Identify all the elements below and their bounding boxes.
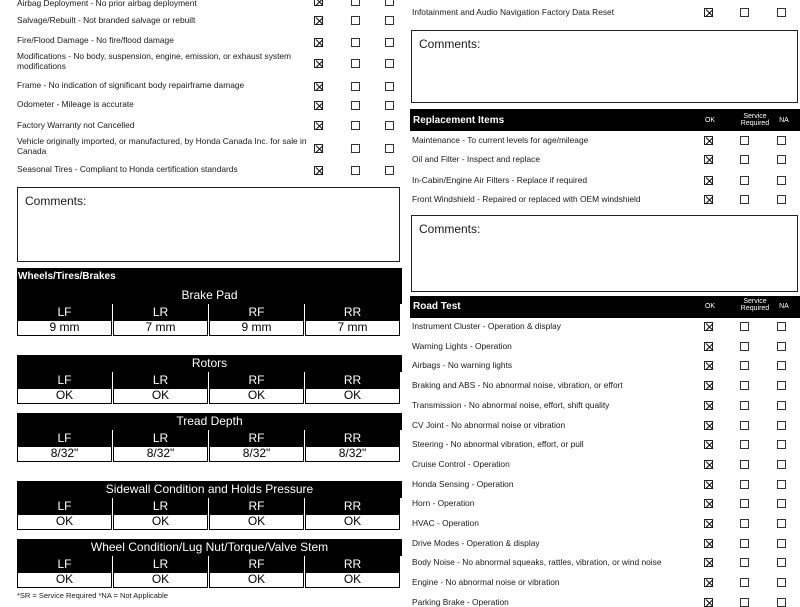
left-comments-box[interactable] bbox=[17, 187, 400, 262]
checklist-row bbox=[412, 498, 474, 508]
col-na-label: NA bbox=[779, 117, 789, 124]
row-label: Warning Lights - Operation bbox=[412, 341, 512, 351]
tire-col-header-lr: LR bbox=[113, 372, 208, 388]
tire-col-header-lr: LR bbox=[113, 556, 208, 572]
ok-checkbox[interactable] bbox=[704, 578, 713, 587]
ok-checkbox[interactable] bbox=[314, 144, 323, 153]
tire-value-rr: 7 mm bbox=[305, 320, 400, 336]
ok-checkbox[interactable] bbox=[314, 0, 323, 6]
service-required-checkbox[interactable] bbox=[351, 0, 360, 6]
col-na-label: NA bbox=[779, 303, 789, 310]
footnote: *SR = Service Required *NA = Not Applicable bbox=[17, 591, 168, 600]
ok-checkbox[interactable] bbox=[704, 136, 713, 145]
checklist-row bbox=[412, 577, 560, 587]
na-checkbox[interactable] bbox=[777, 381, 786, 390]
service-required-checkbox[interactable] bbox=[351, 166, 360, 175]
checklist-row bbox=[17, 0, 197, 8]
ok-checkbox[interactable] bbox=[704, 155, 713, 164]
tire-col-header-rr: RR bbox=[305, 430, 400, 446]
row-label: Modifications - No body, suspension, engine, emission, or exhaust system modifications bbox=[17, 51, 292, 71]
na-checkbox[interactable] bbox=[385, 59, 394, 68]
checklist-row bbox=[412, 518, 479, 528]
checklist-row bbox=[412, 341, 512, 351]
ok-checkbox[interactable] bbox=[314, 166, 323, 175]
na-checkbox[interactable] bbox=[777, 499, 786, 508]
service-required-checkbox[interactable] bbox=[351, 82, 360, 91]
ok-checkbox[interactable] bbox=[704, 381, 713, 390]
tire-col-header-rr: RR bbox=[305, 556, 400, 572]
checklist-row bbox=[17, 35, 174, 45]
na-checkbox[interactable] bbox=[777, 8, 786, 17]
na-checkbox[interactable] bbox=[777, 598, 786, 607]
checklist-row bbox=[412, 479, 514, 489]
col-ok-label: OK bbox=[704, 117, 716, 124]
tire-table-title: Rotors bbox=[17, 355, 402, 372]
checklist-row bbox=[412, 135, 588, 145]
na-checkbox[interactable] bbox=[385, 101, 394, 110]
row-label: Factory Warranty not Cancelled bbox=[17, 120, 135, 130]
ok-checkbox[interactable] bbox=[704, 195, 713, 204]
checklist-row bbox=[17, 136, 312, 156]
tire-value-rf: 9 mm bbox=[209, 320, 304, 336]
row-label: Infotainment and Audio Navigation Factory Data Reset bbox=[412, 7, 615, 17]
checklist-row bbox=[17, 51, 312, 71]
row-label: Steering - No abnormal vibration, effort, or pull bbox=[412, 439, 584, 449]
tire-value-rf: OK bbox=[209, 572, 304, 588]
service-required-checkbox[interactable] bbox=[740, 401, 749, 410]
na-checkbox[interactable] bbox=[385, 121, 394, 130]
replacement-items-header bbox=[410, 109, 800, 131]
tire-col-header-lr: LR bbox=[113, 304, 208, 320]
row-label: Seasonal Tires - Compliant to Honda certification standards bbox=[17, 164, 238, 174]
tire-value-rr: OK bbox=[305, 514, 400, 530]
tire-col-header-lf: LF bbox=[17, 556, 112, 572]
row-label: Braking and ABS - No abnormal noise, vibration, or effort bbox=[412, 380, 623, 390]
checklist-row bbox=[412, 597, 509, 607]
ok-checkbox[interactable] bbox=[704, 361, 713, 370]
comments-label: Comments: bbox=[25, 194, 87, 208]
ok-checkbox[interactable] bbox=[704, 421, 713, 430]
row-label: Fire/Flood Damage - No fire/flood damage bbox=[17, 35, 174, 45]
service-required-checkbox[interactable] bbox=[740, 195, 749, 204]
comments-label: Comments: bbox=[419, 222, 481, 236]
na-checkbox[interactable] bbox=[777, 342, 786, 351]
row-label: Engine - No abnormal noise or vibration bbox=[412, 577, 560, 587]
col-ok-label: OK bbox=[704, 303, 716, 310]
right-comments-box-2[interactable] bbox=[411, 215, 798, 292]
tire-value-lf: OK bbox=[17, 388, 112, 404]
tire-value-rr: OK bbox=[305, 572, 400, 588]
ok-checkbox[interactable] bbox=[314, 59, 323, 68]
tire-value-rr: 8/32" bbox=[305, 446, 400, 462]
row-label: Oil and Filter - Inspect and replace bbox=[412, 154, 541, 164]
service-required-checkbox[interactable] bbox=[740, 155, 749, 164]
na-checkbox[interactable] bbox=[777, 401, 786, 410]
ok-checkbox[interactable] bbox=[314, 101, 323, 110]
tire-value-rf: OK bbox=[209, 388, 304, 404]
na-checkbox[interactable] bbox=[777, 578, 786, 587]
service-required-checkbox[interactable] bbox=[740, 440, 749, 449]
na-checkbox[interactable] bbox=[777, 519, 786, 528]
tire-col-header-rf: RF bbox=[209, 498, 304, 514]
ok-checkbox[interactable] bbox=[704, 558, 713, 567]
checklist-row bbox=[412, 175, 587, 185]
row-label: Odometer - Mileage is accurate bbox=[17, 99, 134, 109]
row-label: Horn - Operation bbox=[412, 498, 475, 508]
ok-checkbox[interactable] bbox=[314, 121, 323, 130]
service-required-checkbox[interactable] bbox=[351, 38, 360, 47]
ok-checkbox[interactable] bbox=[704, 342, 713, 351]
service-required-checkbox[interactable] bbox=[351, 101, 360, 110]
row-label: Frame - No indication of significant body repairframe damage bbox=[17, 80, 245, 90]
ok-checkbox[interactable] bbox=[704, 460, 713, 469]
na-checkbox[interactable] bbox=[777, 460, 786, 469]
section-title: Wheels/Tires/Brakes bbox=[18, 271, 116, 282]
na-checkbox[interactable] bbox=[385, 16, 394, 25]
tire-value-lr: 7 mm bbox=[113, 320, 208, 336]
tire-value-lf: OK bbox=[17, 572, 112, 588]
na-checkbox[interactable] bbox=[777, 558, 786, 567]
row-label: Body Noise - No abnormal squeaks, rattles, vibration, or wind noise bbox=[412, 557, 662, 567]
wheels-section-header bbox=[17, 268, 402, 288]
checklist-row bbox=[412, 459, 510, 469]
row-label: Transmission - No abnormal noise, effort, shift quality bbox=[412, 400, 610, 410]
na-checkbox[interactable] bbox=[777, 480, 786, 489]
tire-value-lf: 8/32" bbox=[17, 446, 112, 462]
service-required-checkbox[interactable] bbox=[740, 598, 749, 607]
tire-col-header-rf: RF bbox=[209, 372, 304, 388]
comments-label: Comments: bbox=[419, 37, 481, 51]
section-title: Replacement Items bbox=[413, 115, 505, 126]
row-label: Drive Modes - Operation & display bbox=[412, 538, 540, 548]
service-required-checkbox[interactable] bbox=[351, 16, 360, 25]
na-checkbox[interactable] bbox=[777, 539, 786, 548]
tire-value-lr: OK bbox=[113, 514, 208, 530]
checklist-row bbox=[412, 400, 609, 410]
service-required-checkbox[interactable] bbox=[740, 361, 749, 370]
tire-table-title: Sidewall Condition and Holds Pressure bbox=[17, 481, 402, 498]
checklist-row bbox=[17, 80, 244, 90]
na-checkbox[interactable] bbox=[385, 38, 394, 47]
tire-col-header-lr: LR bbox=[113, 430, 208, 446]
right-comments-box-1[interactable] bbox=[411, 30, 798, 103]
service-required-checkbox[interactable] bbox=[740, 499, 749, 508]
ok-checkbox[interactable] bbox=[704, 401, 713, 410]
service-required-checkbox[interactable] bbox=[740, 578, 749, 587]
na-checkbox[interactable] bbox=[385, 0, 394, 6]
row-label: Airbag Deployment - No prior airbag deployment bbox=[17, 0, 197, 8]
section-title: Road Test bbox=[413, 301, 461, 312]
col-service-required-label: Service Required bbox=[740, 113, 770, 127]
na-checkbox[interactable] bbox=[777, 195, 786, 204]
ok-checkbox[interactable] bbox=[314, 16, 323, 25]
tire-col-header-rf: RF bbox=[209, 556, 304, 572]
tire-col-header-rf: RF bbox=[209, 430, 304, 446]
tire-col-header-lf: LF bbox=[17, 372, 112, 388]
service-required-checkbox[interactable] bbox=[740, 342, 749, 351]
na-checkbox[interactable] bbox=[777, 361, 786, 370]
na-checkbox[interactable] bbox=[777, 136, 786, 145]
service-required-checkbox[interactable] bbox=[740, 539, 749, 548]
checklist-row bbox=[412, 380, 623, 390]
checklist-row bbox=[412, 194, 641, 204]
na-checkbox[interactable] bbox=[777, 155, 786, 164]
na-checkbox[interactable] bbox=[385, 166, 394, 175]
ok-checkbox[interactable] bbox=[704, 322, 713, 331]
checklist-row bbox=[412, 360, 512, 370]
tire-col-header-lf: LF bbox=[17, 498, 112, 514]
ok-checkbox[interactable] bbox=[314, 82, 323, 91]
na-checkbox[interactable] bbox=[777, 322, 786, 331]
row-label: Cruise Control - Operation bbox=[412, 459, 510, 469]
service-required-checkbox[interactable] bbox=[740, 480, 749, 489]
service-required-checkbox[interactable] bbox=[740, 322, 749, 331]
service-required-checkbox[interactable] bbox=[740, 421, 749, 430]
tire-col-header-rf: RF bbox=[209, 304, 304, 320]
service-required-checkbox[interactable] bbox=[740, 558, 749, 567]
row-label: In-Cabin/Engine Air Filters - Replace if required bbox=[412, 175, 588, 185]
tire-value-rr: OK bbox=[305, 388, 400, 404]
row-label: Instrument Cluster - Operation & display bbox=[412, 321, 561, 331]
row-label: CV Joint - No abnormal noise or vibration bbox=[412, 420, 566, 430]
tire-value-lr: OK bbox=[113, 572, 208, 588]
service-required-checkbox[interactable] bbox=[740, 136, 749, 145]
na-checkbox[interactable] bbox=[777, 421, 786, 430]
checklist-row bbox=[412, 557, 662, 567]
row-label: Parking Brake - Operation bbox=[412, 597, 509, 607]
col-service-required-label: Service Required bbox=[740, 298, 770, 312]
service-required-checkbox[interactable] bbox=[740, 519, 749, 528]
service-required-checkbox[interactable] bbox=[351, 121, 360, 130]
row-label: Vehicle originally imported, or manufactured, by Honda Canada Inc. for sale in Canada bbox=[17, 136, 307, 156]
checklist-row bbox=[412, 154, 540, 164]
ok-checkbox[interactable] bbox=[704, 480, 713, 489]
tire-value-rf: 8/32" bbox=[209, 446, 304, 462]
ok-checkbox[interactable] bbox=[704, 8, 713, 17]
checklist-row bbox=[412, 439, 584, 449]
tire-col-header-lf: LF bbox=[17, 430, 112, 446]
tire-col-header-lr: LR bbox=[113, 498, 208, 514]
tire-table-title: Wheel Condition/Lug Nut/Torque/Valve Stem bbox=[17, 539, 402, 556]
checklist-row bbox=[17, 164, 238, 174]
service-required-checkbox[interactable] bbox=[351, 59, 360, 68]
ok-checkbox[interactable] bbox=[704, 499, 713, 508]
checklist-row bbox=[412, 538, 540, 548]
row-label: Airbags - No warning lights bbox=[412, 360, 513, 370]
service-required-checkbox[interactable] bbox=[740, 176, 749, 185]
tire-col-header-rr: RR bbox=[305, 372, 400, 388]
service-required-checkbox[interactable] bbox=[740, 8, 749, 17]
tire-table-title: Tread Depth bbox=[17, 413, 402, 430]
row-label: Front Windshield - Repaired or replaced with OEM windshield bbox=[412, 194, 641, 204]
checklist-row bbox=[17, 99, 134, 109]
row-label: Maintenance - To current levels for age/mileage bbox=[412, 135, 589, 145]
road-test-header bbox=[410, 296, 800, 318]
checklist-row bbox=[412, 321, 561, 331]
service-required-checkbox[interactable] bbox=[740, 460, 749, 469]
tire-value-lf: OK bbox=[17, 514, 112, 530]
ok-checkbox[interactable] bbox=[314, 38, 323, 47]
service-required-checkbox[interactable] bbox=[740, 381, 749, 390]
na-checkbox[interactable] bbox=[385, 82, 394, 91]
row-label: Salvage/Rebuilt - Not branded salvage or rebuilt bbox=[17, 15, 196, 25]
na-checkbox[interactable] bbox=[777, 176, 786, 185]
checklist-row bbox=[412, 420, 565, 430]
ok-checkbox[interactable] bbox=[704, 440, 713, 449]
checklist-row bbox=[17, 120, 134, 130]
ok-checkbox[interactable] bbox=[704, 519, 713, 528]
tire-table-title: Brake Pad bbox=[17, 287, 402, 304]
service-required-checkbox[interactable] bbox=[351, 144, 360, 153]
row-label: HVAC - Operation bbox=[412, 518, 479, 528]
infotainment-reset-row bbox=[412, 7, 614, 17]
ok-checkbox[interactable] bbox=[704, 598, 713, 607]
na-checkbox[interactable] bbox=[777, 440, 786, 449]
row-label: Honda Sensing - Operation bbox=[412, 479, 514, 489]
tire-value-lr: OK bbox=[113, 388, 208, 404]
tire-value-rf: OK bbox=[209, 514, 304, 530]
tire-col-header-lf: LF bbox=[17, 304, 112, 320]
na-checkbox[interactable] bbox=[385, 144, 394, 153]
ok-checkbox[interactable] bbox=[704, 539, 713, 548]
tire-value-lr: 8/32" bbox=[113, 446, 208, 462]
tire-col-header-rr: RR bbox=[305, 304, 400, 320]
ok-checkbox[interactable] bbox=[704, 176, 713, 185]
checklist-row bbox=[17, 15, 195, 25]
tire-col-header-rr: RR bbox=[305, 498, 400, 514]
tire-value-lf: 9 mm bbox=[17, 320, 112, 336]
